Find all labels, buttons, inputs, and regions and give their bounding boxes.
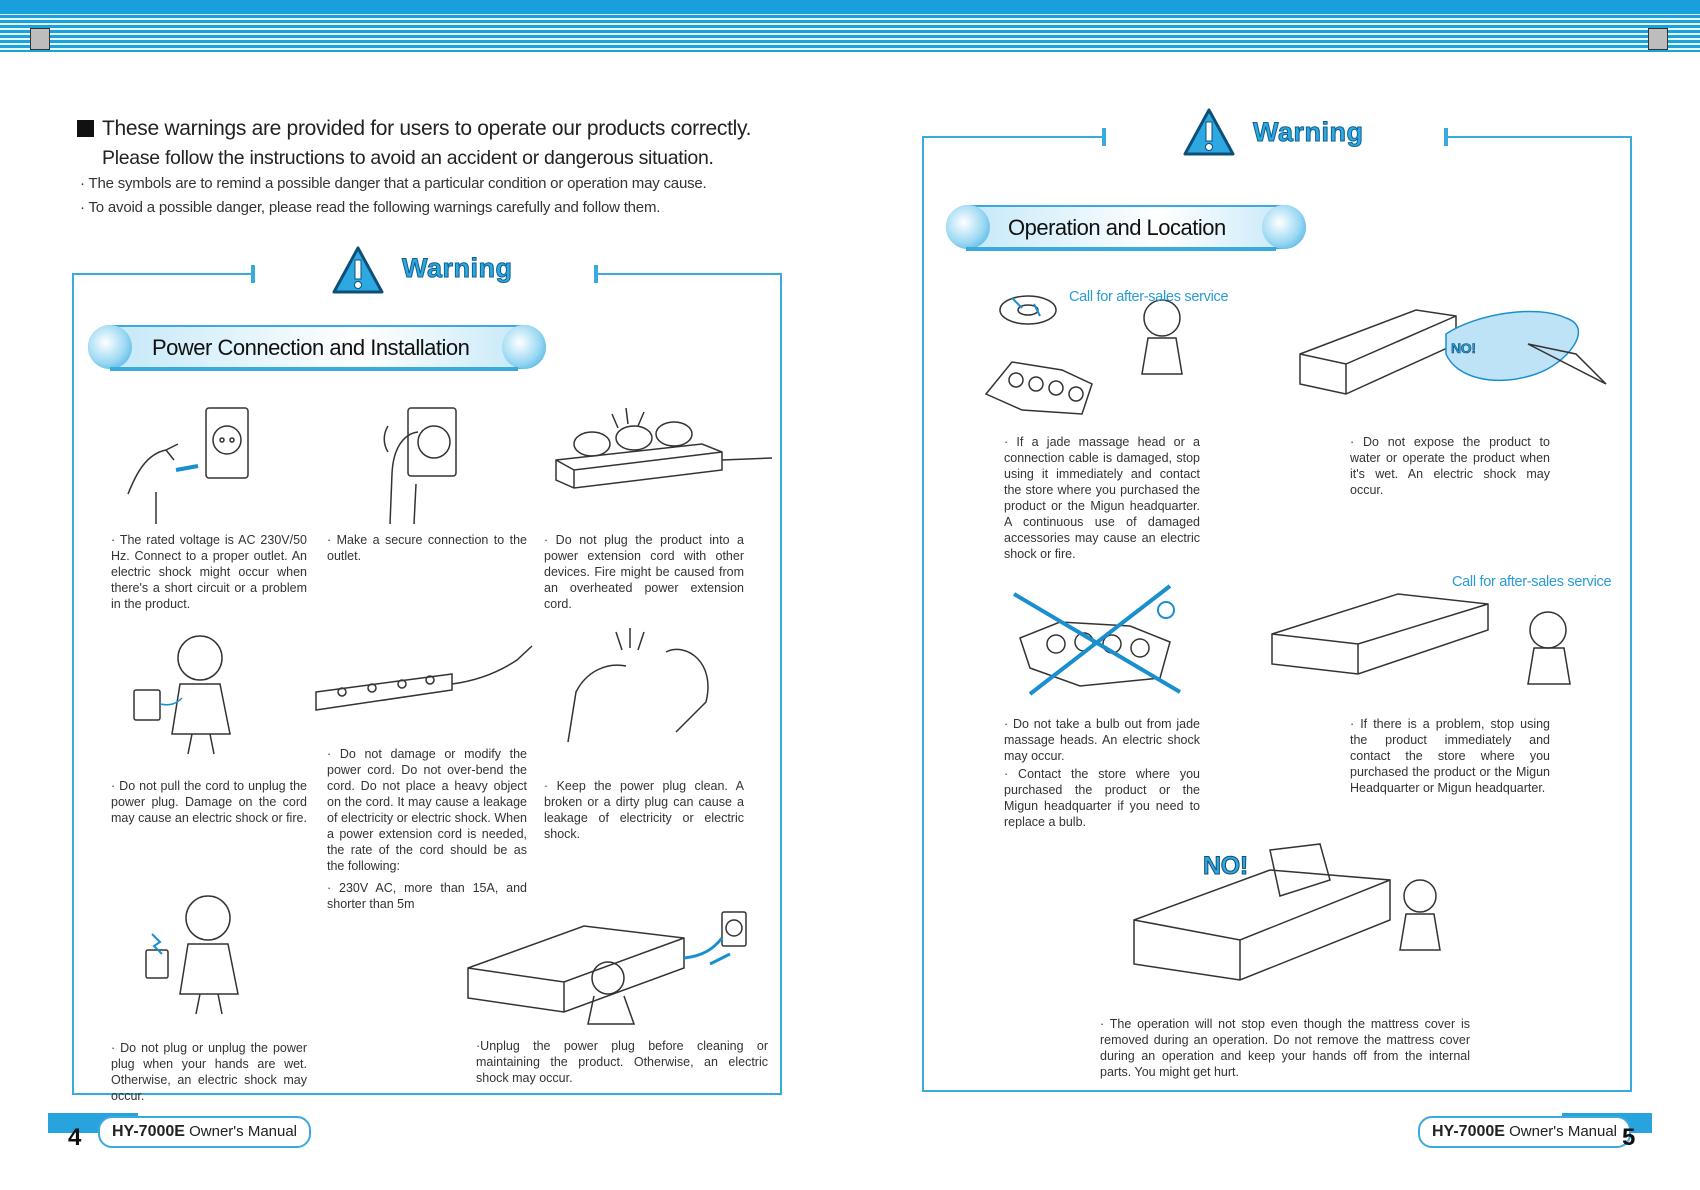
mattress-cover-illustration bbox=[1130, 840, 1460, 1000]
footer-tab-right bbox=[1418, 1116, 1631, 1148]
bulb-removal-crossed-illustration bbox=[1000, 582, 1190, 702]
left-item-7: · Keep the power plug clean. A broken or a dirty plug can cause a leakage of electricity or electric shock. bbox=[544, 779, 744, 841]
wet-hands-illustration bbox=[142, 890, 262, 1020]
intro-line-1: These warnings are provided for users to operate our products correctly. bbox=[102, 117, 752, 140]
plug-outlet-illustration bbox=[126, 404, 256, 524]
right-item-6: · The operation will not stop even though the mattress cover is removed during an operation. Do not remove the mattress cover during an operation and keep your hands off from the internal parts. You might get hurt. bbox=[1100, 1017, 1470, 1079]
footer-model-left: HY-7000E bbox=[112, 1123, 185, 1140]
extension-cord-illustration bbox=[552, 398, 772, 508]
no-label-2: NO! bbox=[1203, 852, 1248, 880]
left-warning-title: Warning bbox=[402, 253, 513, 283]
water-exposure-illustration bbox=[1296, 294, 1606, 424]
left-item-1: · The rated voltage is AC 230V/50 Hz. Connect to a proper outlet. An electric shock might occur when there's a short circuit or a problem in the product. bbox=[111, 533, 307, 611]
footer-tab-left bbox=[98, 1116, 311, 1148]
corner-square-left bbox=[30, 28, 50, 50]
intro-bullet-2: · To avoid a possible danger, please read the following warnings carefully and follow them. bbox=[80, 199, 661, 216]
call-service-label-2: Call for after-sales service bbox=[1452, 574, 1612, 590]
intro-bullet-1: · The symbols are to remind a possible danger that a particular condition or operation may cause. bbox=[80, 175, 707, 192]
left-section-pill bbox=[88, 325, 546, 369]
page-number-left: 4 bbox=[68, 1124, 82, 1151]
intro-line-2: Please follow the instructions to avoid an accident or dangerous situation. bbox=[102, 147, 714, 169]
header-stripes bbox=[0, 0, 1700, 52]
left-item-8: · Do not plug or unplug the power plug when your hands are wet. Otherwise, an electric shock may occur. bbox=[111, 1041, 307, 1103]
right-item-2: · Do not expose the product to water or operate the product when it's wet. An electric shock may occur. bbox=[1350, 435, 1550, 497]
stop-using-illustration bbox=[1268, 574, 1598, 704]
left-item-2: · Make a secure connection to the outlet. bbox=[327, 533, 527, 563]
call-service-label-1: Call for after-sales service bbox=[1069, 289, 1229, 305]
unplug-before-cleaning-illustration bbox=[464, 908, 764, 1028]
right-item-3: · Do not take a bulb out from jade massage heads. An electric shock may occur. bbox=[1004, 717, 1200, 763]
right-section-pill bbox=[946, 205, 1306, 249]
right-item-1: · If a jade massage head or a connection cable is damaged, stop using it immediately and contact the store where you purchased the product or the Migun headquarter. A continuous use of damaged accessories may cause an electric shock or fire. bbox=[1004, 435, 1200, 561]
left-section-title: Power Connection and Installation bbox=[152, 335, 470, 360]
right-section-title: Operation and Location bbox=[1008, 215, 1226, 240]
footer-model-right: HY-7000E bbox=[1432, 1123, 1505, 1140]
left-item-6: · 230V AC, more than 15A, and shorter than 5m bbox=[327, 881, 527, 911]
right-warning-title: Warning bbox=[1253, 117, 1364, 147]
right-item-4: · Contact the store where you purchased the product or the Migun headquarter if you need to replace a bulb. bbox=[1004, 767, 1200, 829]
footer-manual-left: Owner's Manual bbox=[189, 1123, 298, 1140]
warning-triangle-icon bbox=[1183, 108, 1235, 158]
page-number-right: 5 bbox=[1622, 1124, 1636, 1151]
footer-manual-right: Owner's Manual bbox=[1509, 1123, 1618, 1140]
left-item-9: ·Unplug the power plug before cleaning or maintaining the product. Otherwise, an electric shock may occur. bbox=[476, 1039, 768, 1085]
bullet-square-icon bbox=[77, 120, 94, 137]
clean-plug-illustration bbox=[566, 622, 726, 747]
corner-square-right bbox=[1648, 28, 1668, 50]
power-strip-illustration bbox=[312, 640, 537, 720]
warning-triangle-icon bbox=[332, 246, 384, 296]
secure-plug-illustration bbox=[378, 404, 468, 524]
left-item-5: · Do not damage or modify the power cord. Do not over-bend the cord. Do not place a heavy object on the cord. It may cause a leakage of electricity or electric shock. When a power extension cord is needed, the rate of the cord should be as the following: bbox=[327, 747, 527, 873]
no-label-1: NO! bbox=[1451, 340, 1476, 356]
right-item-5: · If there is a problem, stop using the product immediately and contact the store where you purchased the product or the Migun Headquarter or Migun headquarter. bbox=[1350, 717, 1550, 795]
left-item-4: · Do not pull the cord to unplug the power plug. Damage on the cord may cause an electric shock or fire. bbox=[111, 779, 307, 825]
left-item-3: · Do not plug the product into a power extension cord with other devices. Fire might be caused from an overheated power extension cord. bbox=[544, 533, 744, 611]
pulling-cord-illustration bbox=[130, 634, 260, 759]
